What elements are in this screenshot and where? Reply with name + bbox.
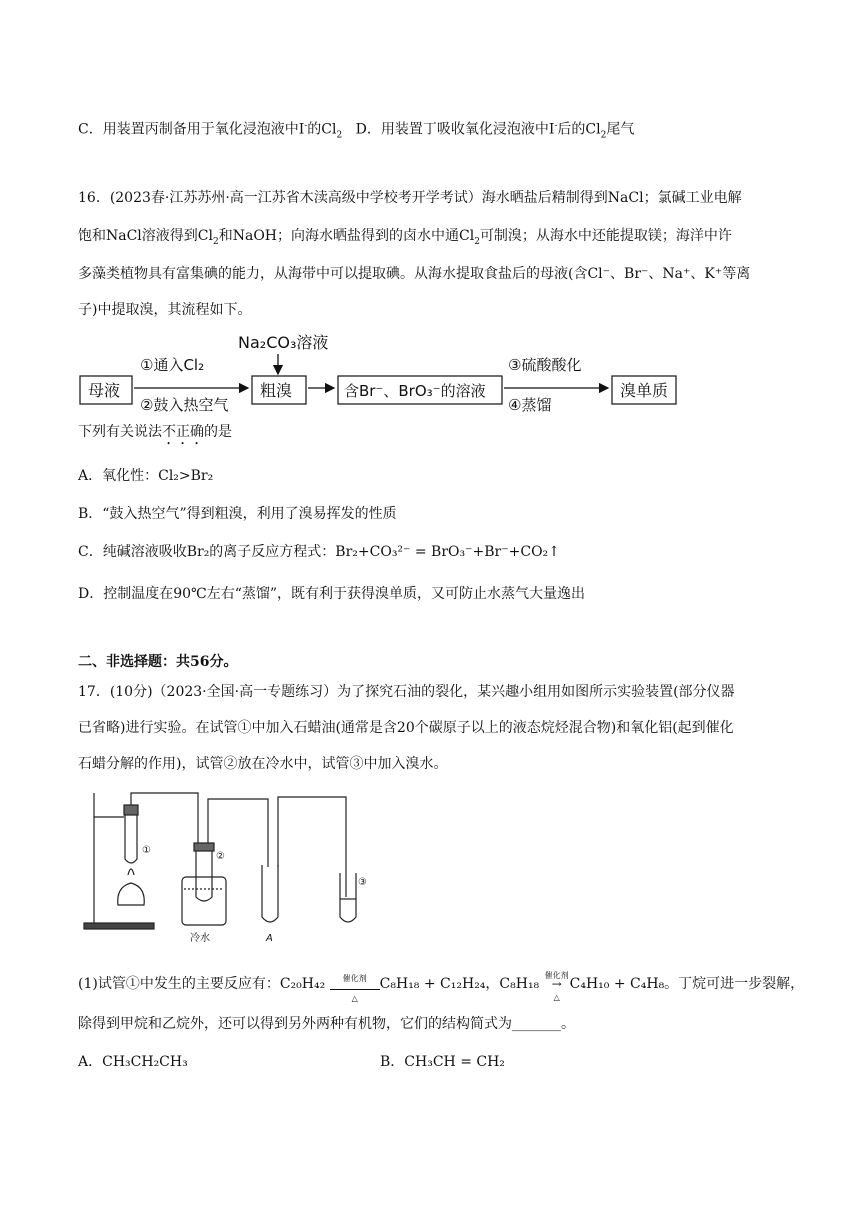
q16-stem-line1: 16．(2023春·江苏苏州·高一江苏省木渎高级中学校考开学考试）海水晒盐后精制得到NaCl；氯碱工业电解 [78,190,742,206]
q16-flowchart [78,330,688,414]
flow-box3-label: 含Br⁻、BrO₃⁻的溶液 [344,382,486,400]
flow-box1-label: 母液 [88,381,121,400]
tube-a [262,865,278,922]
section-heading: 二、非选择题：共56分。 [78,654,238,670]
q17-stem-line2: 已省略)进行实验。在试管①中加入石蜡油(通常是含20个碳原子以上的液态烷烃混合物)和氧化铝(起到催化 [78,720,734,736]
q16-emphasis: 不正确 [162,424,204,440]
flame [128,869,134,875]
alcohol-lamp [118,883,144,905]
label-tube3: ③ [358,877,367,888]
label-tube2: ② [216,851,225,862]
flow-step4: ④蒸馏 [508,396,552,414]
q17-options [78,1052,188,1072]
q16-option-a: A．氧化性：Cl₂>Br₂ [78,468,214,484]
delivery-tube-3 [278,797,346,897]
q15-options: C．用装置丙制备用于氧化浸泡液中I-的$Cl_2$ D．用装置丁吸收氧化浸泡液中I-后的$Cl_2$尾气 [78,121,635,141]
flow-step3: ③硫酸酸化 [508,356,582,374]
stand-base [84,923,154,929]
tube1-stopper [124,805,138,815]
q15-option-c: C．用装置丙制备用于氧化浸泡液中I [78,121,305,138]
q16-option-b: B．“鼓入热空气”得到粗溴，利用了溴易挥发的性质 [78,506,397,522]
reaction-arrow-1: 催化剂 △ [330,979,380,990]
q17-stem-line1: 17．(10分)（2023·全国·高一专题练习）为了探究石油的裂化，某兴趣小组用如图所示实验装置(部分仪器 [78,684,735,700]
label-tube-a: A [266,933,273,944]
q17-stem-line3: 石蜡分解的作用)，试管②放在冷水中，试管③中加入溴水。 [78,756,448,772]
tube1 [125,815,137,863]
label-cold-water: 冷水 [190,933,210,944]
tube2 [196,851,212,901]
q15-option-d: D．用装置丁吸收氧化浸泡液中I [355,121,555,138]
flow-box4-label: 溴单质 [620,381,669,400]
q16-stem-line4: 子)中提取溴，其流程如下。 [78,302,252,318]
tube3 [340,873,356,922]
q17-sub1-line2: 除得到甲烷和乙烷外，还可以得到另外两种有机物，它们的结构简式为_______。 [78,1016,575,1032]
label-tube1: ① [142,845,151,856]
flow-reagent: Na₂CO₃溶液 [238,333,329,352]
flow-step1: ①通入Cl₂ [140,356,205,374]
flow-box2-label: 粗溴 [260,381,293,400]
q16-question: 下列有关说法不正确的是 [78,424,232,440]
delivery-tube-1 [131,793,198,847]
tube2-stopper [194,843,214,851]
q16-option-c: C．纯碱溶液吸收Br₂的离子反应方程式：Br₂+CO₃²⁻ = BrO₃⁻+Br⁻+CO₂↑ [78,544,560,560]
q17-sub1-line1: (1)试管①中发生的主要反应有：C₂₀H₄₂ 催化剂 △ C₈H₁₈ + C₁₂H₂₄，C₈H₁₈ 催化剂 → △ C₄H₁₀ + C₄H₈。丁烷可进一步裂解， [78,971,805,1003]
q17-option-b: B．CH₃CH = CH₂ [380,1054,505,1070]
q17-option-a: A．CH₃CH₂CH₃ [78,1054,188,1070]
q16-option-d: D．控制温度在90℃左右“蒸馏”，既有利于获得溴单质，又可防止水蒸气大量逸出 [78,586,586,602]
q16-stem-line3: 多藻类植物具有富集碘的能力，从海带中可以提取碘。从海水提取食盐后的母液(含Cl⁻、Br⁻、Na⁺、K⁺等离 [78,266,751,282]
q17-apparatus-figure [78,787,378,947]
flow-step2: ②鼓入热空气 [140,396,229,414]
q16-stem-line2: 饱和NaCl溶液得到$Cl_2$和NaOH；向海水晒盐得到的卤水中通$Cl_2$可制溴；从海水中还能提取镁；海洋中许 [78,228,732,247]
reaction-arrow-2: 催化剂 → △ [544,971,569,1002]
